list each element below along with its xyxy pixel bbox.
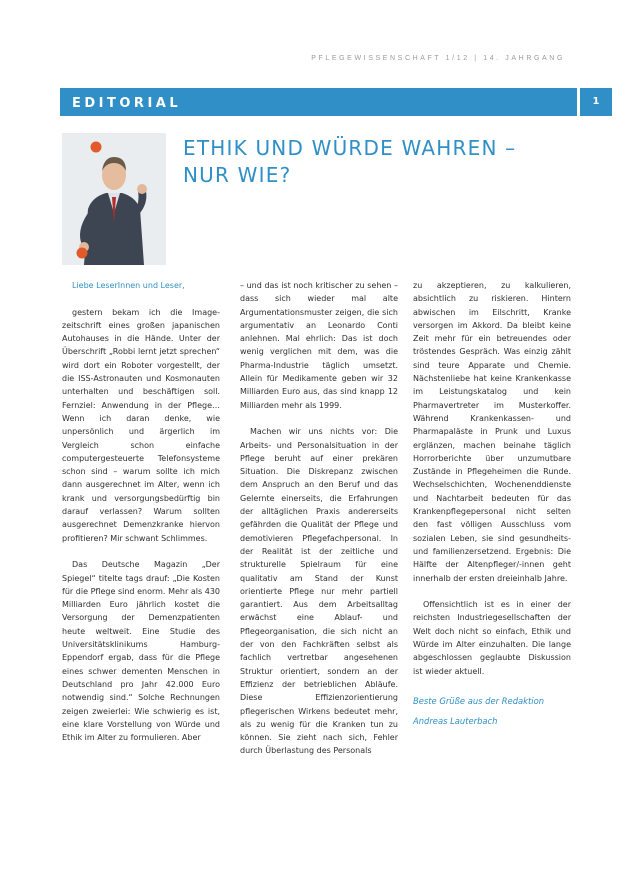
paragraph: Das Deutsche Magazin „Der Spiegel“ titelte tags drauf: „Die Kosten für die Pflege sind enorm. Mehr als 430 Milliarden Euro jährlich kostet die Versorgung der Demenzpatienten heute weltweit. Eine Studie des Universitätsklinikums Hamburg-Eppendorf ergab, dass für die Pflege eines schwer dementen Menschen in Deutschland pro Jahr 42.000 Euro notwendig sind.“ Solche Rechnungen zeigen zweierlei: Wie schwierig es ist, eine klare Vorstellung von Würde und Ethik im Alter zu formulieren. Aber bbox=[62, 560, 220, 743]
paragraph: Machen wir uns nichts vor: Die Arbeits- und Personalsituation in der Pflege beruht auf einer prekären Situation. Die Diskrepanz zwischen dem Anspruch an den Beruf und das Gelernte einerseits, die Erfahrungen der alltäglichen Praxis andererseits gefährden die Qualität der Pflege und demotivieren Pflegefachpersonal. In der Realität ist der zeitliche und strukturelle Spielraum für eine qualitativ am Stand der Kunst orientierte Pflege nur mehr partiell garantiert. Aus dem Arbeitsalltag erwächst eine Ablauf- und Pflegeorganisation, die sich nicht an der von den Fachkräften selbst als fachlich vertretbar angesehenen Struktur orientiert, sondern an der Effizienz der betrieblichen Abläufe. Diese Effizienzorientierung pflegerischen Wirkens bedeutet mehr, als zu wenig für die Kranken tun zu können. Sie zieht nach sich, Fehler durch Überlastung des Personals bbox=[240, 427, 398, 756]
paragraph: – und das ist noch kritischer zu sehen – dass sich wieder mal alte Argumentationsmuster zeigen, die sich argumentativ an Leonardo Conti anlehnen. Mal ehrlich: Das ist doch wenig verglichen mit dem, was die Pharma-Industrie täglich umsetzt. Allein für Medikamente geben wir 32 Milliarden Euro aus, das sind knapp 12 Milliarden mehr als 1999. bbox=[240, 281, 398, 410]
paragraph: Offensichtlich ist es in einer der reichsten Industriegesellschaften der Welt doch nicht so einfach, Ethik und Würde im Alter einzuhalten. Die lange abgeschlossen geglaubte Diskussion ist wieder aktuell. bbox=[413, 600, 571, 676]
running-head: PFLEGEWISSENSCHAFT 1/12 | 14. JAHRGANG bbox=[311, 55, 565, 62]
title-line-1: ETHIK UND WÜRDE WAHREN – bbox=[183, 136, 517, 160]
column-1 bbox=[62, 279, 220, 758]
section-label: EDITORIAL bbox=[72, 96, 182, 111]
page-number: 1 bbox=[592, 96, 600, 107]
greeting: Liebe LeserInnen und Leser, bbox=[72, 281, 185, 290]
paragraph: zu akzeptieren, zu kalkulieren, absichtlich zu riskieren. Hintern abwischen im Eilschritt, Kranke versorgen im Akkord. Da bleibt keine Zeit mehr für ein betreuendes oder tröstendes Gespräch. Was einzig zählt sind teure Apparate und Chemie. Nächstenliebe hat keine Krankenkasse im Leistungskatalog und kein Pharmavertreter im Musterkoffer. Während Krankenkassen- und Pharmapaläste in Prunk und Luxus erglänzen, machen beinahe täglich Horrorberichte über unzumutbare Zustände in Pflegeheimen die Runde. Wechselschichten, Wochenenddienste und Nachtarbeit bedeuten für das Krankenpflegepersonal nicht selten den fast völligen Ausschluss vom sozialen Leben, sie sind gesundheits- und familienzersetzend. Ergebnis: Die Hälfte der Altenpfleger/-innen geht innerhalb der ersten dreieinhalb Jahre. bbox=[413, 281, 571, 583]
column-2 bbox=[240, 279, 398, 771]
author-photo bbox=[62, 133, 166, 265]
closing-line: Beste Grüße aus der Redaktion bbox=[413, 696, 545, 707]
signature: Andreas Lauterbach bbox=[413, 716, 498, 727]
article-title bbox=[183, 135, 583, 189]
paragraph: gestern bekam ich die Image-zeitschrift eines großen japanischen Autohauses in die Hände. Unter der Überschrift „Robbi lernt jetzt sprechen“ wird dort ein Roboter vorgestellt, der die ISS-Astronauten und Kosmonauten unterhalten und beschäftigen soll. Fernziel: Anwendung in der Pflege… Wenn ich daran denke, wie unpersönlich und ärgerlich im Vergleich schon einfache computergesteuerte Telefonsysteme schon sind – warum sollte ich mich dann ausgerechnet im Alter, wenn ich krank und versorgungsbedürftig bin darauf verlassen? Warum sollten ausgerechnet Demenzkranke hiervon profitieren? Mir schwant Schlimmes. bbox=[62, 307, 220, 543]
column-3 bbox=[413, 279, 571, 731]
title-line-2: NUR WIE? bbox=[183, 163, 292, 187]
